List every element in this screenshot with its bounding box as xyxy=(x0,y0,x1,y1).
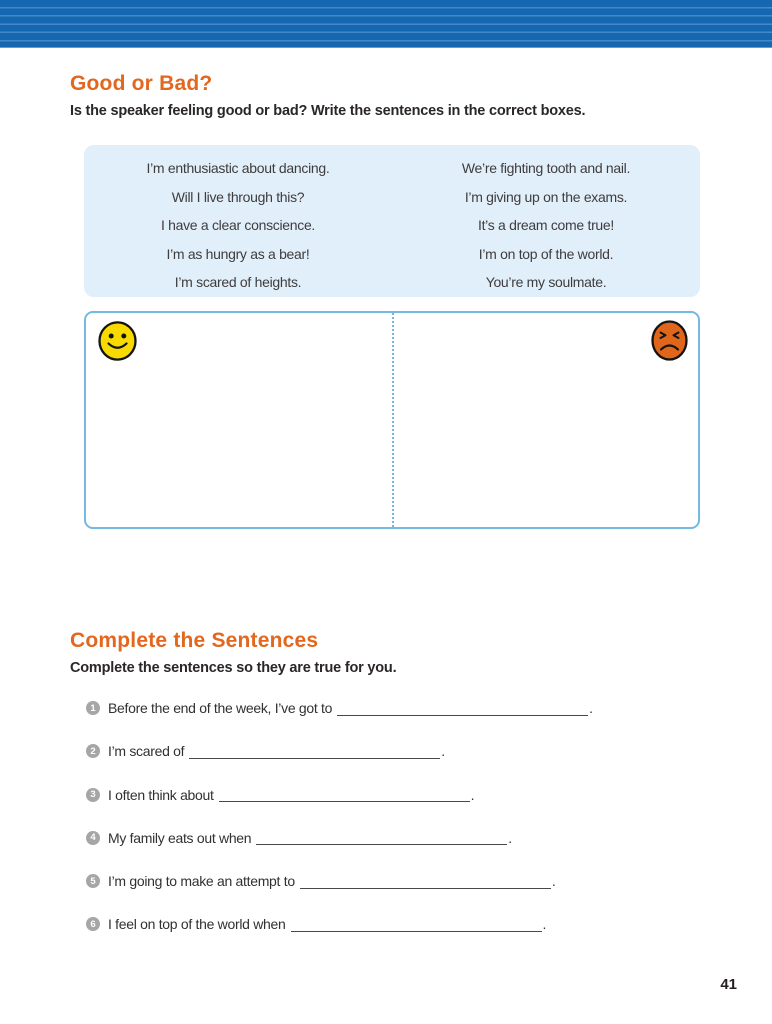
sad-face-icon xyxy=(651,320,688,366)
item-period: . xyxy=(508,829,512,846)
item-text: My family eats out when xyxy=(108,829,252,846)
column-divider xyxy=(392,313,394,527)
sentence-item xyxy=(86,699,706,717)
phrase-panel xyxy=(84,145,700,297)
phrase-line: We’re fighting tooth and nail. xyxy=(461,160,631,176)
phrase-left-column xyxy=(84,145,392,297)
phrase-line: I’m scared of heights. xyxy=(174,274,302,290)
phrase-line: I’m enthusiastic about dancing. xyxy=(146,160,330,176)
answer-blank xyxy=(291,917,542,932)
sentence-item xyxy=(86,872,706,890)
phrase-line: I have a clear conscience. xyxy=(160,217,316,233)
item-period: . xyxy=(441,743,445,760)
item-text: Before the end of the week, I’ve got to xyxy=(108,700,333,716)
item-number-badge: 6 xyxy=(86,917,100,931)
phrase-line: It’s a dream come true! xyxy=(477,217,614,233)
phrase-right-column xyxy=(392,145,700,297)
phrase-line: I’m on top of the world. xyxy=(478,245,614,262)
answer-blank xyxy=(256,830,507,845)
item-number-badge: 2 xyxy=(86,744,100,758)
sentence-list xyxy=(86,699,706,959)
phrase-line: You’re my soulmate. xyxy=(485,274,607,290)
complete-sentences-title: Complete the Sentences xyxy=(70,629,319,652)
good-or-bad-instruction: Is the speaker feeling good or bad? Write the sentences in the correct boxes. xyxy=(70,103,586,119)
item-text: I’m scared of xyxy=(108,743,185,760)
sentence-item xyxy=(86,915,706,933)
answer-blank xyxy=(189,744,440,759)
answer-blank xyxy=(219,787,470,802)
item-number-badge: 5 xyxy=(86,874,100,888)
good-or-bad-title: Good or Bad? xyxy=(70,72,213,95)
sorting-answer-box xyxy=(84,311,700,529)
item-text: I’m going to make an attempt to xyxy=(108,873,295,890)
item-number-badge: 1 xyxy=(86,701,100,715)
item-text: I often think about xyxy=(108,786,214,803)
item-number-badge: 3 xyxy=(86,788,100,802)
answer-blank xyxy=(337,701,588,716)
item-period: . xyxy=(589,700,593,716)
item-period: . xyxy=(470,786,475,803)
phrase-line: I’m as hungry as a bear! xyxy=(166,245,310,262)
page-number: 41 xyxy=(720,976,737,993)
item-period: . xyxy=(551,873,556,890)
item-period: . xyxy=(542,916,547,933)
answer-blank xyxy=(300,874,551,889)
item-text: I feel on top of the world when xyxy=(108,916,286,933)
phrase-line: I’m giving up on the exams. xyxy=(464,188,628,205)
phrase-line: Will I live through this? xyxy=(171,188,305,205)
top-stripe-bar xyxy=(0,0,772,48)
item-number-badge: 4 xyxy=(86,831,100,845)
smiley-face-icon xyxy=(98,321,137,366)
complete-sentences-instruction: Complete the sentences so they are true for you. xyxy=(70,660,397,676)
sentence-item xyxy=(86,786,706,804)
sentence-item xyxy=(86,829,706,847)
sentence-item xyxy=(86,742,706,760)
